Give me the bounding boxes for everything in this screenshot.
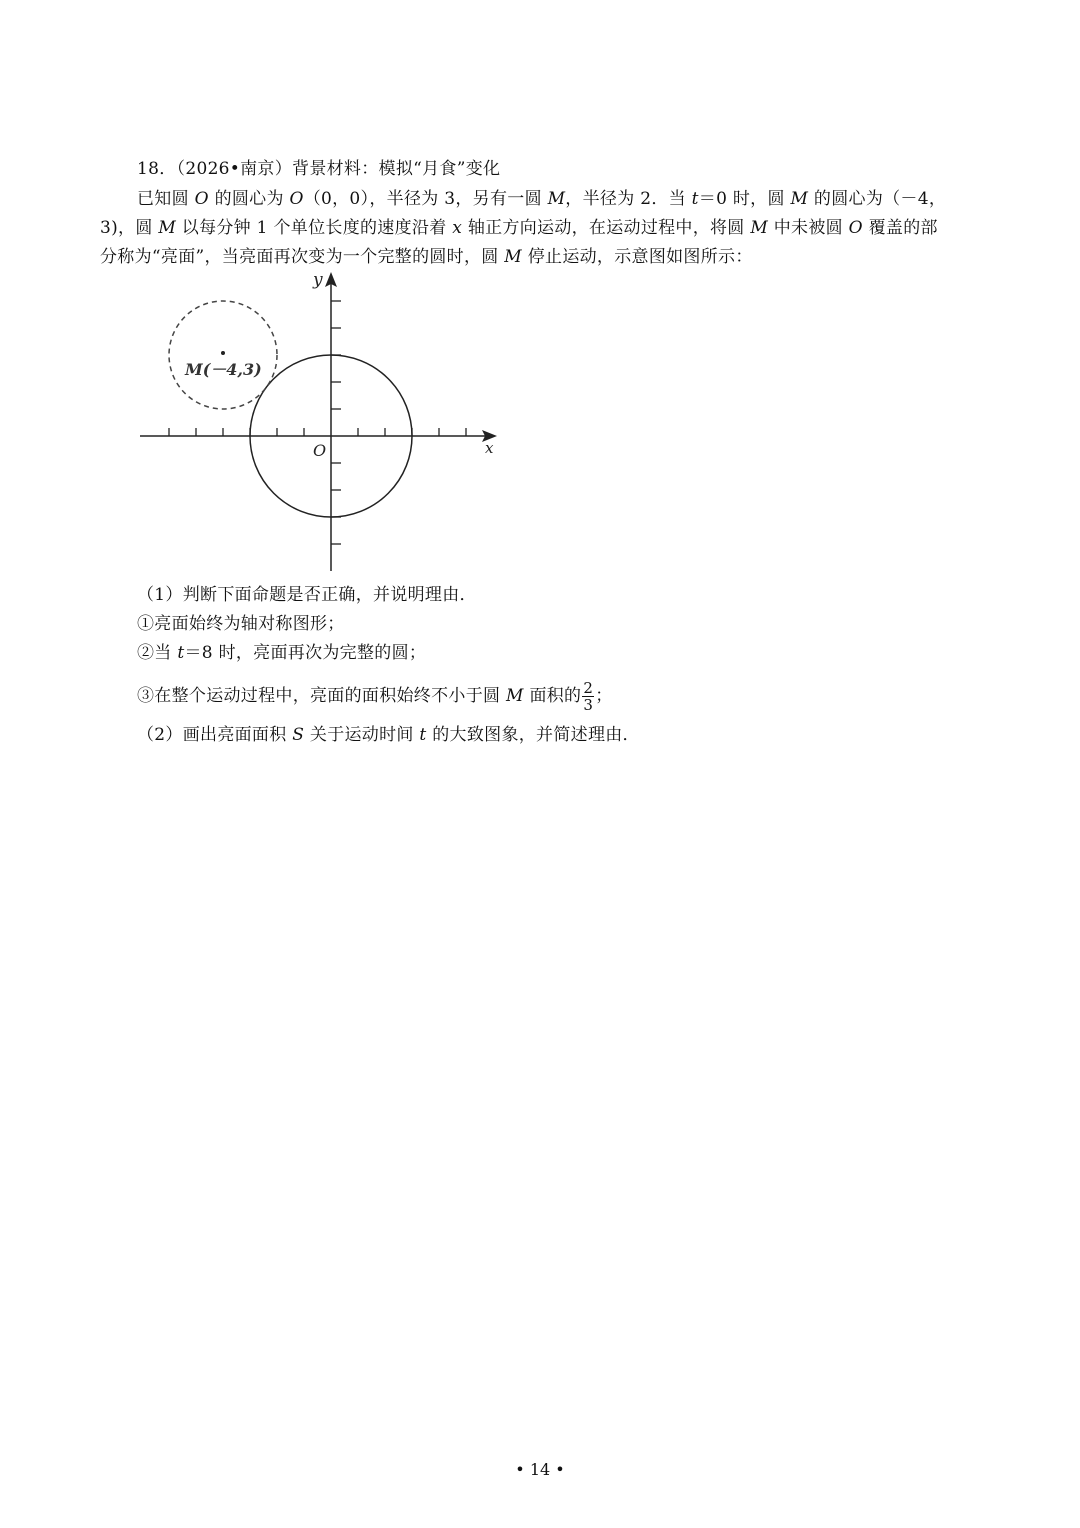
problem-paragraph-line-1: 已知圆 O 的圆心为 O（0，0），半径为 3，另有一圆 M，半径为 2．当 t＝0 时，圆 M 的圆心为（－4，: [137, 189, 947, 209]
problem-header: 18．（2026•南京）背景材料：模拟“月食”变化: [137, 159, 501, 179]
point-m-label: M(－4,3): [185, 360, 262, 379]
fraction-two-thirds: $\frac{2}{3}$: [583, 679, 594, 714]
statement-1: ①亮面始终为轴对称图形；: [137, 614, 345, 634]
page-number: • 14 •: [515, 1460, 565, 1479]
center-m-dot: [221, 351, 225, 355]
statement-2: ②当 t＝8 时，亮面再次为完整的圆；: [137, 643, 427, 663]
problem-paragraph-line-2: 3)，圆 M 以每分钟 1 个单位长度的速度沿着 x 轴正方向运动，在运动过程中，将圆 M 中未被圆 O 覆盖的部: [100, 218, 938, 238]
x-axis-label: x: [485, 439, 494, 457]
origin-label: O: [313, 441, 327, 460]
y-axis-label: y: [313, 270, 323, 290]
x-ticks: [169, 428, 466, 436]
coordinate-diagram: [135, 268, 505, 578]
question-1: （1）判断下面命题是否正确，并说明理由．: [137, 585, 477, 605]
statement-3: ③在整个运动过程中，亮面的面积始终不小于圆 M 面积的 $\frac{2}{3}$ ；: [137, 679, 613, 714]
question-2: （2）画出亮面面积 S 关于运动时间 t 的大致图象，并简述理由．: [137, 725, 640, 745]
problem-paragraph-line-3: 分称为“亮面”，当亮面再次变为一个完整的圆时，圆 M 停止运动，示意图如图所示：: [100, 247, 753, 267]
y-ticks: [331, 301, 341, 544]
